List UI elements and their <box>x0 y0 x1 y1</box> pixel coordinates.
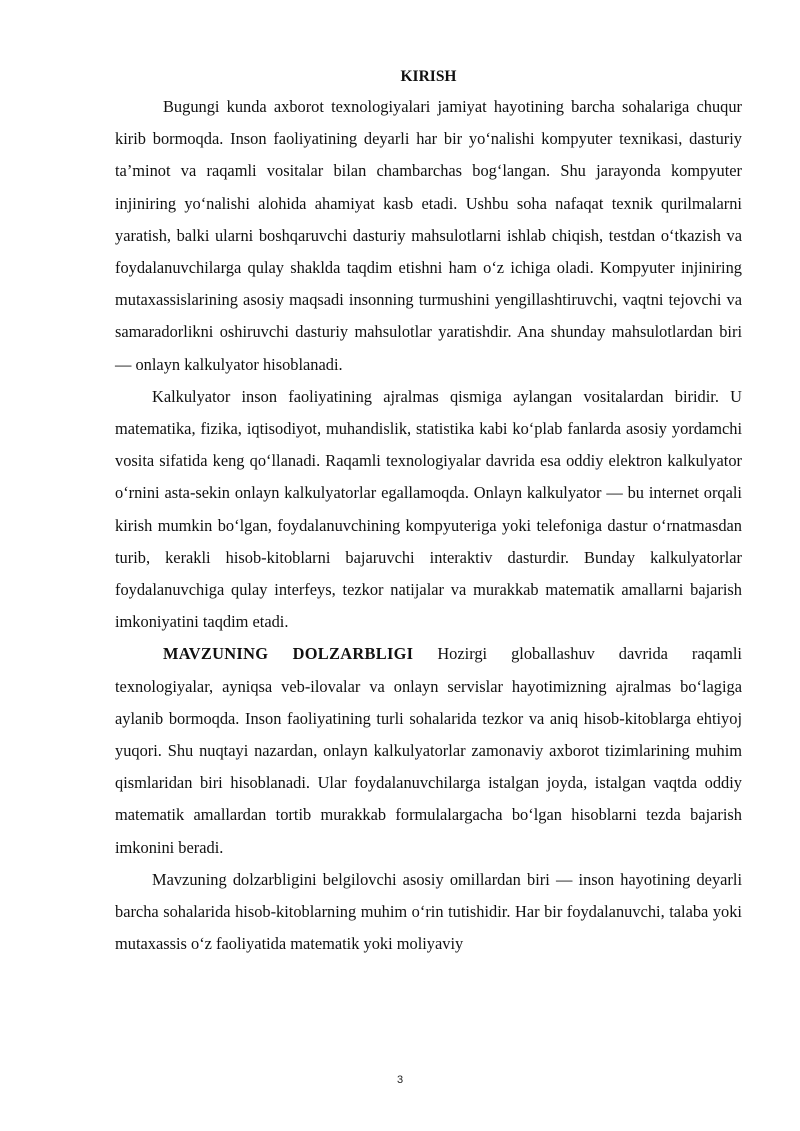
calculator-paragraph: Kalkulyator inson faoliyatining ajralmas qismiga aylangan vositalardan biridir. U matematika, fizika, iqtisodiyot, muhandislik, statistika kabi ko‘plab fanlarda asosiy yordamchi vosita sifatida keng qo‘llanadi. Raqamli texnologiyalar davrida esa oddiy elektron kalkulyator o‘rnini asta-sekin onlayn kalkulyatorlar egallamoqda. Onlayn kalkulyator — bu internet orqali kirish mumkin bo‘lgan, foydalanuvchining kompyuteriga yoki telefoniga dastur o‘rnatmasdan turib, kerakli hisob-kitoblarni bajaruvchi interaktiv dasturdir. Bunday kalkulyatorlar foydalanuvchiga qulay interfeys, tezkor natijalar va murakkab matematik amallarni bajarish imkoniyatini taqdim etadi. <box>115 386 742 632</box>
section-heading: MAVZUNING DOLZARBLIGI <box>163 644 414 664</box>
page-title: KIRISH <box>400 68 457 85</box>
intro-paragraph: Bugungi kunda axborot texnologiyalari jamiyat hayotining barcha sohalariga chuqur kirib bormoqda. Inson faoliyatining deyarli har bir yo‘nalishi kompyuter texnikasi, dasturiy ta’minot va raqamli vositalar bilan chambarchas bog‘langan. Shu jarayonda kompyuter injiniring yo‘nalishi alohida ahamiyat kasb etadi. Ushbu soha nafaqat texnik qurilmalarni yaratish, balki ularni boshqaruvchi dasturiy mahsulotlarni ishlab chiqish, testdan o‘tkazish va foydalanuvchilarga qulay shaklda taqdim etishni ham o‘z ichiga oladi. Kompyuter injiniring mutaxassislarining asosiy maqsadi insonning turmushini yengillashtiruvchi, vaqtni tejovchi va samaradorlikni oshiruvchi dasturiy mahsulotlar yaratishdir. Ana shunday mahsulotlardan biri — onlayn kalkulyator hisoblanadi. <box>115 97 742 374</box>
relevance-paragraph <box>115 638 742 863</box>
page-number: 3 <box>396 1074 404 1086</box>
relevance-text: Hozirgi globallashuv davrida raqamli texnologiyalar, ayniqsa veb-ilovalar va onlayn servislar hayotimizning ajralmas bo‘lagiga aylanib bormoqda. Inson faoliyatining turli sohalarida tezkor va aniq hisob-kitoblarga ehtiyoj yuqori. Shu nuqtayi nazardan, onlayn kalkulyatorlar zamonaviy axborot tizimlarining muhim qismlaridan biri hisoblanadi. Ular foydalanuvchilarga istalgan joyda, istalgan vaqtda oddiy matematik amallardan tortib murakkab formulalargacha bo‘lgan hisoblarni tezda bajarish imkonini beradi. <box>115 644 742 857</box>
page-content <box>115 66 742 960</box>
factors-paragraph: Mavzuning dolzarbligini belgilovchi asosiy omillardan biri — inson hayotining deyarli barcha sohalarida hisob-kitoblarning muhim o‘rin tutishidir. Har bir foydalanuvchi, talaba yoki mutaxassis o‘z faoliyatida matematik yoki moliyaviy <box>115 869 742 954</box>
